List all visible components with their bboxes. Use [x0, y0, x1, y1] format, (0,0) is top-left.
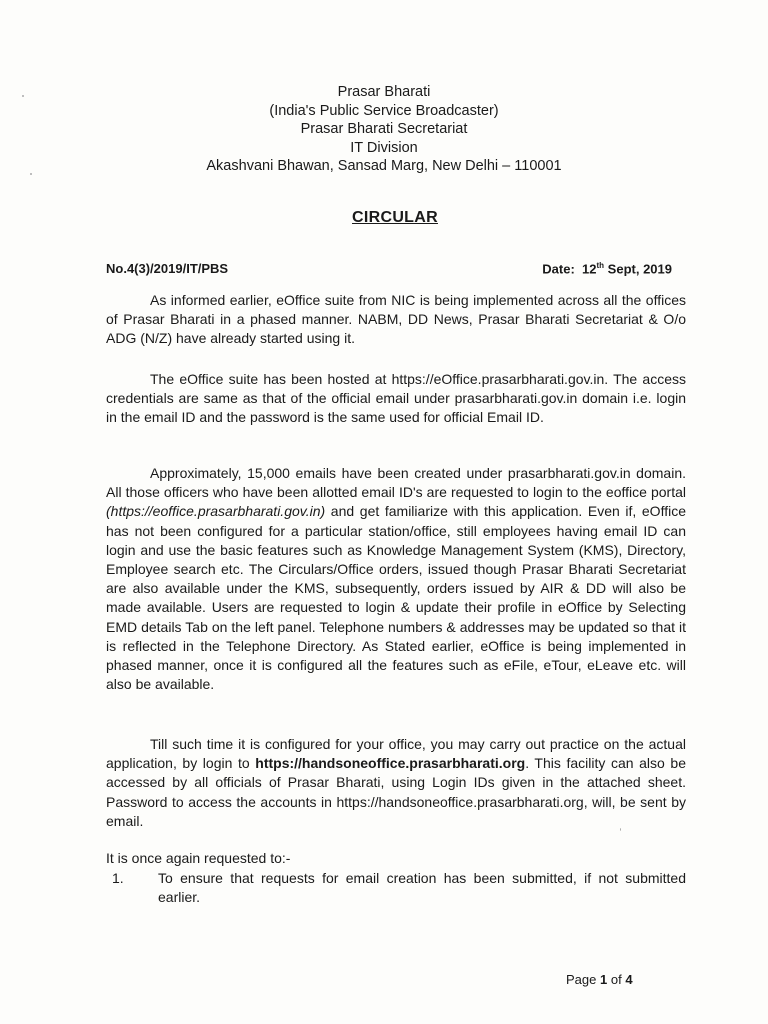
org-unit: Prasar Bharati Secretariat: [300, 121, 468, 137]
date-day: 12: [582, 261, 597, 277]
org-name: Prasar Bharati: [337, 84, 431, 100]
list-item-number: 1.: [112, 870, 124, 887]
page-total: 4: [625, 972, 633, 987]
circular-date: [542, 261, 672, 276]
letterhead: [0, 83, 768, 176]
reference-line: [106, 261, 672, 276]
paragraph-3-text-a: Approximately, 15,000 emails have been created under prasarbharati.gov.in domain. All those officers who have been allotted email ID's are requested to login to the eoffice portal: [106, 465, 686, 501]
circular-number: No.4(3)/2019/IT/PBS: [106, 261, 229, 276]
page-current: 1: [600, 972, 608, 987]
paragraph-1-text: As informed earlier, eOffice suite from NIC is being implemented across all the offices of Prasar Bharati in a phased manner. NABM, DD News, Prasar Bharati Secretariat & O/o ADG (N/Z) have already started using it.: [106, 292, 686, 347]
list-item-text: To ensure that requests for email creation has been submitted, if not submitted earlier.: [158, 870, 686, 906]
paragraph-4-text-b: . This facility can also be accessed by all officials of Prasar Bharati, using Login IDs given in the attached sheet. Password to access the accounts in https://handsoneoffice.prasarbharati.org, will, be sent by email.: [106, 755, 686, 829]
request-section: [106, 849, 686, 908]
org-address: Akashvani Bhawan, Sansad Marg, New Delhi – 110001: [206, 158, 562, 174]
handson-link[interactable]: https://handsoneoffice.prasarbharati.org: [255, 755, 526, 772]
paragraph-3: [106, 464, 686, 694]
page-footer: [566, 972, 633, 987]
eoffice-portal-link[interactable]: (https://eoffice.prasarbharati.gov.in): [106, 503, 326, 520]
org-division: IT Division: [350, 139, 418, 156]
paragraph-3-text-b: and get familiarize with this application. Even if, eOffice has not been configured for a particular station/office, still employees having email ID can login and use the basic features such as Knowledge Management System (KMS), Directory, Employee search etc. The Circulars/Office orders, issued though Prasar Bharati Secretariat are also available under the KMS, subsequently, orders issued by AIR & DD will also be made available. Users are requested to login & update their profile in eOffice by Selecting EMD details Tab on the left panel. Telephone numbers & addresses may be updated so that it is reflected in the Telephone Directory. As Stated earlier, eOffice is being implemented in phased manner, once it is configured all the features such as eFile, eTour, eLeave etc. will also be available.: [106, 503, 686, 693]
list-item: [106, 869, 686, 907]
scan-speck: [30, 173, 32, 175]
page-label: Page: [566, 972, 597, 987]
org-tagline: (India's Public Service Broadcaster): [269, 102, 499, 119]
paragraph-4-text-a: Till such time it is configured for your office, you may carry out practice on the actual application, by login to: [106, 736, 686, 772]
date-label: Date:: [542, 261, 575, 277]
document-title: CIRCULAR: [352, 209, 438, 226]
page-of: of: [610, 972, 622, 987]
date-suffix: th: [596, 261, 605, 270]
scan-speck: [620, 828, 621, 831]
paragraph-2: [106, 370, 686, 428]
request-intro: It is once again requested to:-: [106, 850, 291, 866]
scan-speck: [22, 95, 24, 97]
paragraph-4: [106, 735, 686, 831]
date-rest: Sept, 2019: [607, 261, 672, 277]
paragraph-2-text: The eOffice suite has been hosted at https://eOffice.prasarbharati.gov.in. The access credentials are same as that of the official email under prasarbharati.gov.in domain i.e. login in the email ID and the password is the same used for official Email ID.: [106, 371, 686, 426]
paragraph-1: [106, 291, 686, 349]
